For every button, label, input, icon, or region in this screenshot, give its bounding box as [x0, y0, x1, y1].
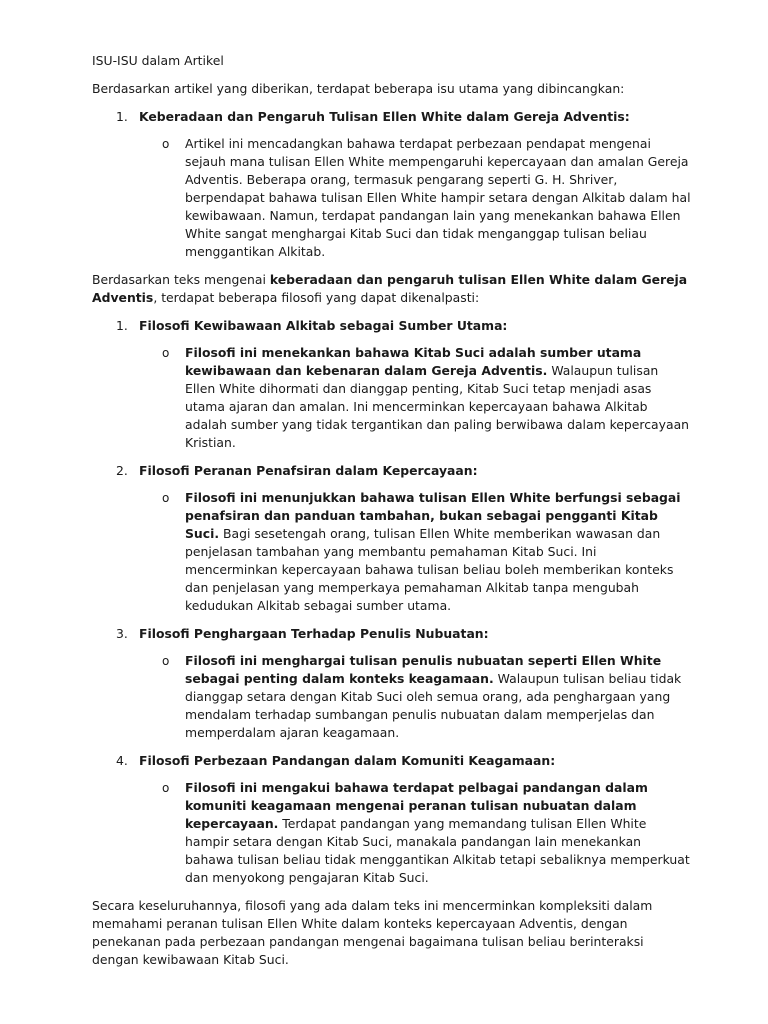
philosophy-heading: Filosofi Kewibawaan Alkitab sebagai Sumber Utama:: [139, 318, 508, 333]
transition-text-bold: keberadaan dan pengaruh tulisan Ellen White dalam Gereja Adventis: [92, 272, 688, 305]
philosophy-subitem: [139, 489, 691, 615]
philosophy-item: [92, 462, 692, 615]
philosophy-bold-text: Filosofi ini menunjukkan bahawa tulisan Ellen White berfungsi sebagai penafsiran dan panduan tambahan, bukan sebagai pengganti Kitab Suci.: [185, 490, 681, 541]
philosophy-subitem: [139, 779, 691, 887]
philosophies-list: [92, 317, 692, 887]
bullet-icon: o: [162, 654, 170, 668]
philosophy-heading: Filosofi Perbezaan Pandangan dalam Komuniti Keagamaan:: [139, 753, 556, 768]
issue-heading: Keberadaan dan Pengaruh Tulisan Ellen White dalam Gereja Adventis:: [139, 109, 630, 124]
issue-subitem: [139, 135, 691, 261]
philosophy-body-text: Walaupun tulisan Ellen White dihormati dan dianggap penting, Kitab Suci tetap menjadi asas utama ajaran dan amalan. Ini mencerminkan kepercayaan bahawa Alkitab adalah sumber yang tidak tergantikan dan paling berwibawa dalam kepercayaan Kristian.: [185, 363, 690, 450]
philosophy-sublist: [139, 652, 692, 742]
transition-paragraph: [92, 271, 692, 307]
philosophy-body-text: Walaupun tulisan beliau tidak dianggap setara dengan Kitab Suci oleh semua orang, ada penghargaan yang mendalam terhadap sumbangan penulis nubuatan dalam memperjelas dan memperdalam ajaran keagamaan.: [185, 671, 682, 740]
philosophy-subitem: [139, 344, 691, 452]
list-number: 3.: [116, 626, 128, 641]
bullet-icon: o: [162, 781, 170, 795]
philosophy-item: [92, 625, 692, 742]
document-page: [92, 52, 692, 979]
bullet-icon: o: [162, 346, 170, 360]
philosophy-bold-text: Filosofi ini menghargai tulisan penulis nubuatan seperti Ellen White sebagai penting dalam konteks keagamaan.: [185, 653, 662, 686]
list-number: 2.: [116, 463, 128, 478]
conclusion-paragraph: Secara keseluruhannya, filosofi yang ada dalam teks ini mencerminkan kompleksiti dalam memahami peranan tulisan Ellen White dalam konteks kepercayaan Adventis, dengan penekanan pada perbezaan pandangan mengenai bagaimana tulisan beliau berinteraksi dengan kewibawaan Kitab Suci.: [92, 898, 653, 967]
philosophy-subitem: [139, 652, 691, 742]
philosophy-heading: Filosofi Penghargaan Terhadap Penulis Nubuatan:: [139, 626, 489, 641]
list-number: 1.: [116, 109, 128, 124]
philosophy-item: [92, 317, 692, 452]
list-number: 4.: [116, 753, 128, 768]
transition-text-after: , terdapat beberapa filosofi yang dapat dikenalpasti:: [153, 290, 480, 305]
philosophy-bold-text: Filosofi ini mengakui bahawa terdapat pelbagai pandangan dalam komuniti keagamaan mengenai peranan tulisan nubuatan dalam kepercayaan.: [185, 780, 648, 831]
bullet-icon: o: [162, 491, 170, 505]
intro-paragraph: Berdasarkan artikel yang diberikan, terdapat beberapa isu utama yang dibincangkan:: [92, 81, 625, 96]
philosophy-heading: Filosofi Peranan Penafsiran dalam Kepercayaan:: [139, 463, 478, 478]
list-number: 1.: [116, 318, 128, 333]
document-title: ISU-ISU dalam Artikel: [92, 53, 224, 68]
philosophy-bold-text: Filosofi ini menekankan bahawa Kitab Suci adalah sumber utama kewibawaan dan kebenaran dalam Gereja Adventis.: [185, 345, 642, 378]
issues-list: [92, 108, 692, 261]
philosophy-body-text: Terdapat pandangan yang memandang tulisan Ellen White hampir setara dengan Kitab Suci, manakala pandangan lain menekankan bahawa tulisan beliau tidak menggantikan Alkitab tetapi sebaliknya memperkuat dan menyokong pengajaran Kitab Suci.: [185, 816, 690, 885]
issue-body: Artikel ini mencadangkan bahawa terdapat perbezaan pendapat mengenai sejauh mana tulisan Ellen White mempengaruhi kepercayaan dan amalan Gereja Adventis. Beberapa orang, termasuk pengarang seperti G. H. Shriver, berpendapat bahawa tulisan Ellen White hampir setara dengan Alkitab dalam hal kewibawaan. Namun, terdapat pandangan lain yang menekankan bahawa Ellen White sangat menghargai Kitab Suci dan tidak menganggap tulisan beliau menggantikan Alkitab.: [185, 136, 691, 259]
philosophy-body-text: Bagi sesetengah orang, tulisan Ellen White memberikan wawasan dan penjelasan tambahan yang membantu pemahaman Kitab Suci. Ini mencerminkan kepercayaan bahawa tulisan beliau boleh memberikan konteks dan penjelasan yang memperkaya pemahaman Alkitab tanpa mengubah kedudukan Alkitab sebagai sumber utama.: [185, 526, 674, 613]
issue-item: [92, 108, 692, 261]
philosophy-item: [92, 752, 692, 887]
bullet-icon: o: [162, 137, 170, 151]
issue-sublist: [139, 135, 692, 261]
philosophy-sublist: [139, 489, 692, 615]
philosophy-sublist: [139, 779, 692, 887]
philosophy-sublist: [139, 344, 692, 452]
transition-text-before: Berdasarkan teks mengenai: [92, 272, 270, 287]
